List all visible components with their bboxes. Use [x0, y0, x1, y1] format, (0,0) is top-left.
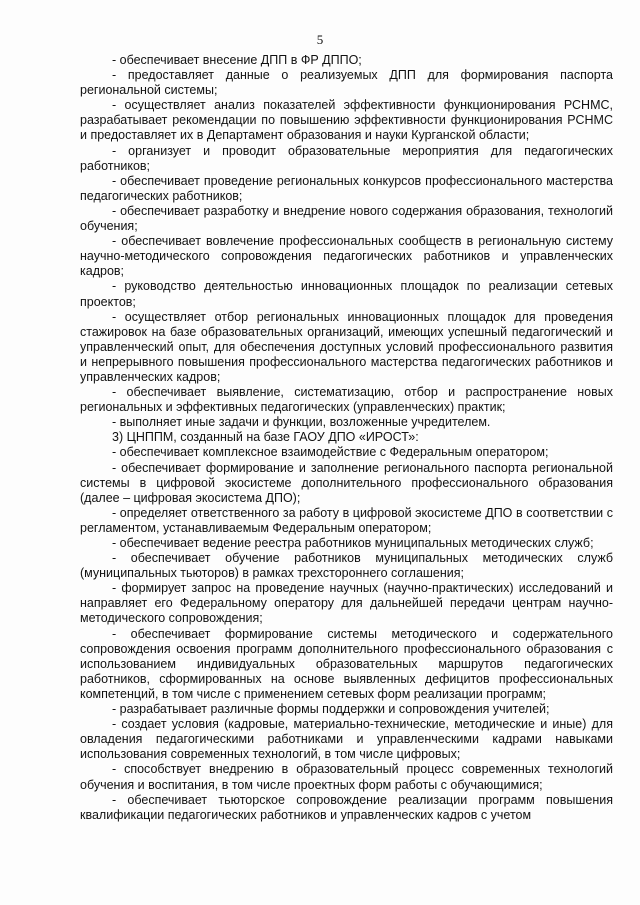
- paragraph: - выполняет иные задачи и функции, возложенные учредителем.: [112, 415, 491, 430]
- paragraph: - осуществляет отбор региональных инновационных площадок для проведения стажировок на базе образовательных организаций, имеющих успешный педагогический и управленческий опыт, для обеспечения доступных условий профессионального развития и непрерывного повышения профессионального мастерства педагогических работников и управленческих кадров;: [80, 309, 613, 384]
- paragraph: - способствует внедрению в образовательный процесс современных технологий обучения и воспитания, в том числе проектных форм работы с обучающимися;: [80, 762, 613, 792]
- paragraph: - обеспечивает разработку и внедрение нового содержания образования, технологий обучения;: [80, 203, 613, 234]
- paragraph: - обеспечивает ведение реестра работников муниципальных методических служб;: [112, 536, 594, 550]
- paragraph: - осуществляет анализ показателей эффективности функционирования РСНМС, разрабатывает рекомендации по повышению эффективности функционирования РСНМС и предоставляет их в Департамент образования и науки Курганской области;: [80, 98, 613, 143]
- paragraph: - обеспечивает выявление, систематизацию, отбор и распространение новых региональных и эффективных педагогических (управленческих) практик;: [80, 385, 613, 415]
- page-number: 5: [316, 32, 324, 47]
- paragraph: - обеспечивает обучение работников муниципальных методических служб (муниципальных тьюторов) в рамках трехстороннего соглашения;: [80, 551, 613, 581]
- paragraph: - разрабатывает различные формы поддержки и сопровождения учителей;: [112, 702, 550, 717]
- paragraph: - обеспечивает формирование системы методического и содержательного сопровождения освоения программ дополнительного профессионального образования с использованием индивидуальных образовательных маршрутов педагогических работников, сформированных на основе выявленных дефицитов профессиональных компетенций, в том числе с применением сетевых форм реализации программ;: [80, 626, 613, 701]
- paragraph: - обеспечивает внесение ДПП в ФР ДППО;: [112, 53, 362, 67]
- paragraph: - обеспечивает формирование и заполнение регионального паспорта региональной системы в цифровой экосистеме дополнительного профессионального образования (далее – цифровая экосистема ДПО);: [80, 460, 613, 505]
- paragraph: - обеспечивает тьюторское сопровождение реализации программ повышения квалификации педагогических работников и управленческих кадров с учетом: [80, 792, 613, 822]
- paragraph: - предоставляет данные о реализуемых ДПП для формирования паспорта региональной системы;: [80, 68, 613, 98]
- section-heading: 3) ЦНППМ, созданный на базе ГАОУ ДПО «ИРОСТ»:: [112, 430, 419, 445]
- paragraph: - руководство деятельностью инновационных площадок по реализации сетевых проектов;: [80, 279, 613, 309]
- paragraph: - организует и проводит образовательные мероприятия для педагогических работников;: [80, 143, 613, 173]
- document-body: [80, 53, 613, 823]
- paragraph: - создает условия (кадровые, материально-технические, методические и иные) для овладения педагогическими работниками и управленческими кадрами навыками использования современных технологий, в том числе цифровых;: [80, 717, 613, 762]
- paragraph: - обеспечивает комплексное взаимодействие с Федеральным оператором;: [112, 445, 549, 460]
- paragraph: - формирует запрос на проведение научных (научно-практических) исследований и направляет его Федеральному оператору для дальнейшей передачи центрам научно-методического сопровождения;: [80, 581, 613, 626]
- paragraph: - обеспечивает вовлечение профессиональных сообществ в региональную систему научно-методического сопровождения педагогических работников и управленческих кадров;: [80, 234, 613, 279]
- paragraph: - определяет ответственного за работу в цифровой экосистеме ДПО в соответствии с регламентом, устанавливаемым Федеральным оператором;: [80, 505, 613, 535]
- paragraph: - обеспечивает проведение региональных конкурсов профессионального мастерства педагогических работников;: [80, 173, 613, 203]
